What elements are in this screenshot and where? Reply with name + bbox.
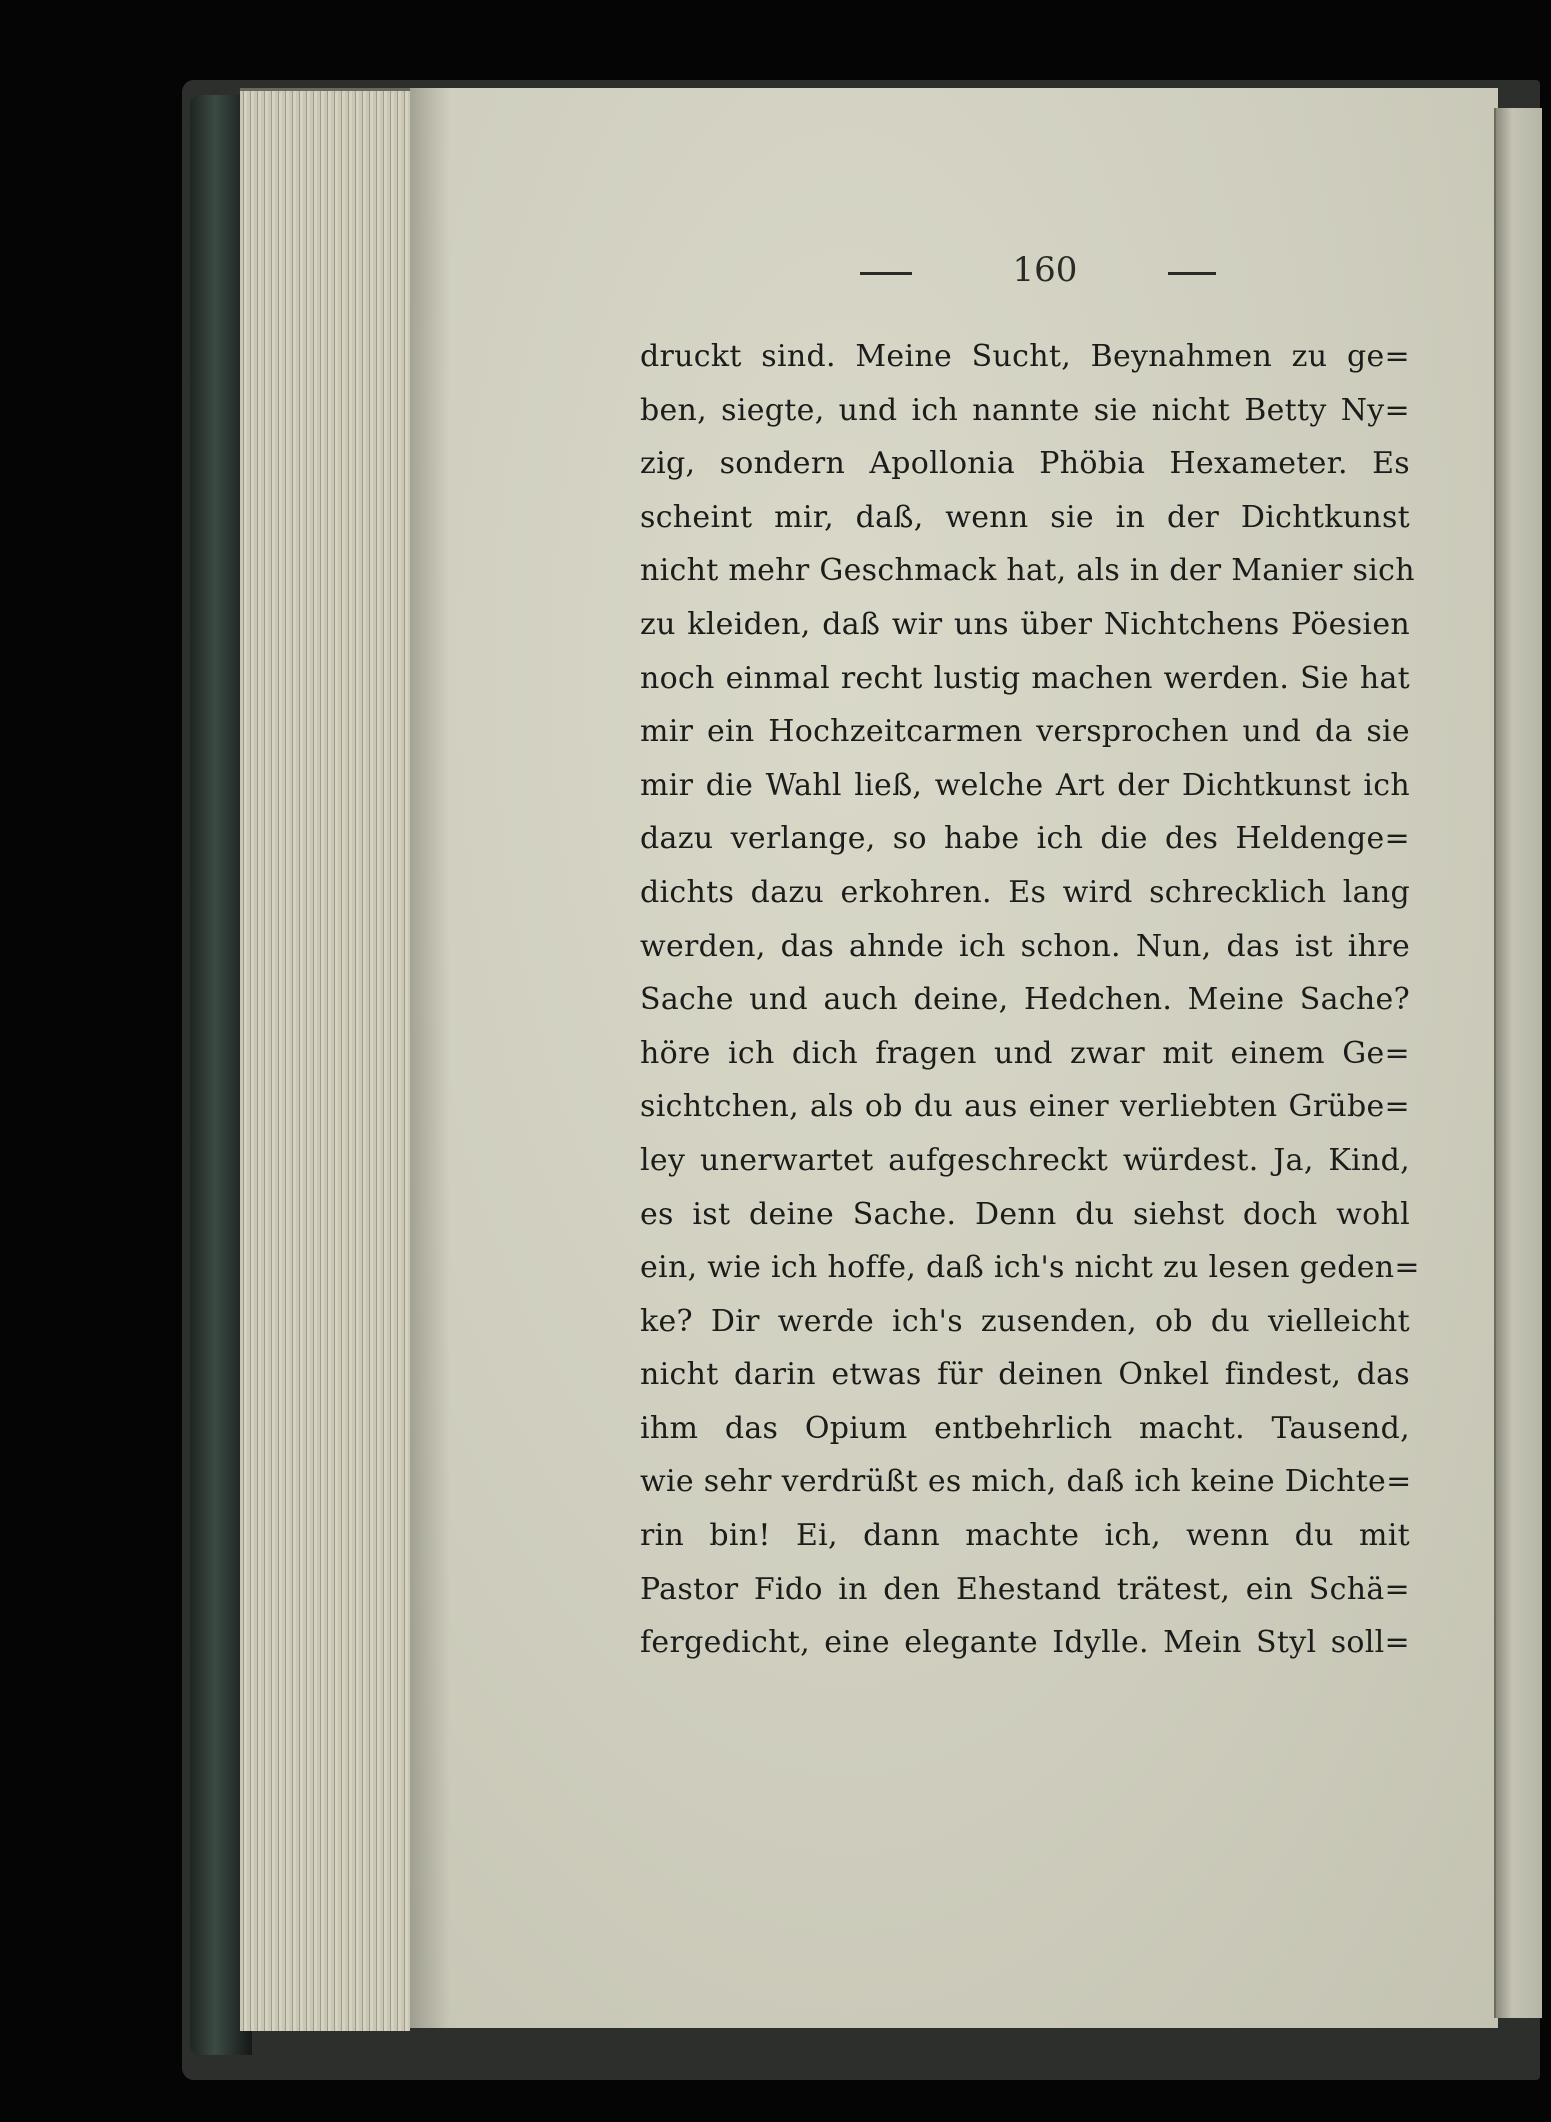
text-line: zu kleiden, daß wir uns über Nichtchens Pöesien: [640, 606, 1410, 642]
text-line: wie sehr verdrüßt es mich, daß ich keine Dichte=: [640, 1464, 1412, 1500]
text-line: sichtchen, als ob du aus einer verliebten Grübe=: [640, 1089, 1410, 1125]
page-header: [850, 250, 1230, 300]
text-line: ley unerwartet aufgeschreckt würdest. Ja, Kind,: [640, 1142, 1410, 1178]
text-line: nicht darin etwas für deinen Onkel findest, das: [640, 1357, 1410, 1393]
body-text: [640, 330, 1420, 1670]
page-stack-edges: [240, 88, 410, 2031]
gutter-shadow: [410, 88, 450, 2028]
text-line: nicht mehr Geschmack hat, als in der Manier sich: [640, 553, 1415, 589]
text-line: fergedicht, eine elegante Idylle. Mein Styl soll=: [640, 1625, 1410, 1661]
text-line: noch einmal recht lustig machen werden. Sie hat: [640, 660, 1410, 696]
text-line: scheint mir, daß, wenn sie in der Dichtkunst: [640, 499, 1410, 535]
page-number: 160: [1012, 250, 1078, 290]
header-dash-left: [860, 272, 912, 275]
text-line: druckt sind. Meine Sucht, Beynahmen zu ge=: [640, 339, 1410, 374]
facing-page-edge: [1494, 108, 1542, 2018]
text-line: Pastor Fido in den Ehestand trätest, ein Schä=: [640, 1571, 1410, 1607]
header-dash-right: [1168, 272, 1216, 275]
text-line: ben, siegte, und ich nannte sie nicht Betty Ny=: [640, 392, 1410, 428]
text-line: mir ein Hochzeitcarmen versprochen und da sie: [640, 714, 1410, 750]
text-line: zig, sondern Apollonia Phöbia Hexameter. Es: [640, 446, 1410, 482]
text-line: ihm das Opium entbehrlich macht. Tausend,: [640, 1410, 1410, 1446]
text-line: werden, das ahnde ich schon. Nun, das ist ihre: [640, 928, 1410, 964]
text-line: Sache und auch deine, Hedchen. Meine Sache?: [640, 982, 1410, 1018]
text-line: rin bin! Ei, dann machte ich, wenn du mit: [640, 1518, 1410, 1554]
text-line: mir die Wahl ließ, welche Art der Dichtkunst ich: [640, 767, 1410, 803]
text-line: ke? Dir werde ich's zusenden, ob du vielleicht: [640, 1303, 1410, 1339]
text-line: es ist deine Sache. Denn du siehst doch wohl: [640, 1196, 1410, 1232]
text-line: höre ich dich fragen und zwar mit einem Ge=: [640, 1035, 1410, 1071]
text-line: dichts dazu erkohren. Es wird schrecklich lang: [640, 874, 1410, 910]
text-line: dazu verlange, so habe ich die des Heldenge=: [640, 821, 1410, 857]
text-line: ein, wie ich hoffe, daß ich's nicht zu lesen geden=: [640, 1250, 1420, 1286]
